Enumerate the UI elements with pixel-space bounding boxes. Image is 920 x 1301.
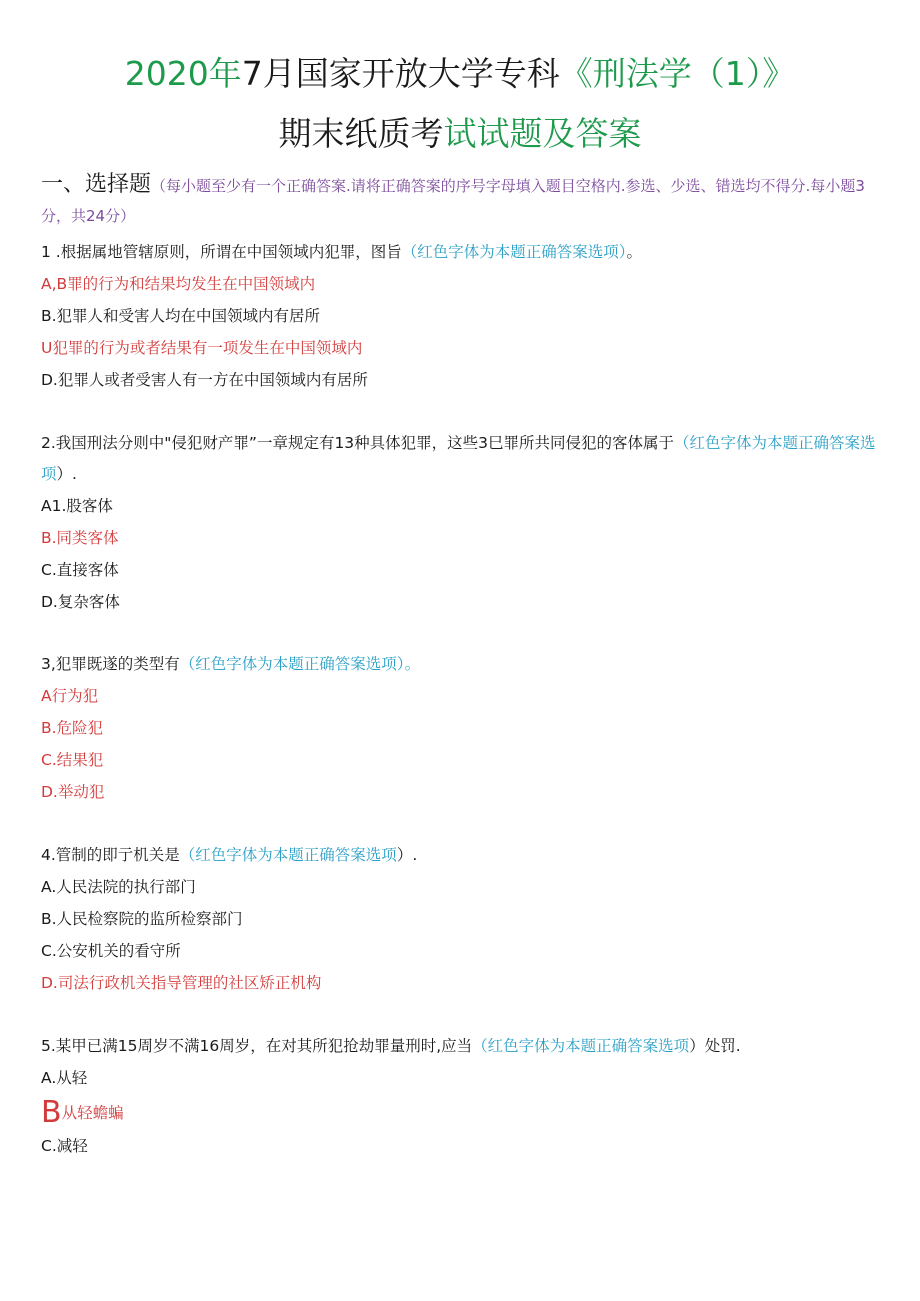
document-title-line2 (0, 112, 920, 156)
question-3-stem: 3,犯罪既遂的类型有（红色字体为本题正确答案选项）。 (41, 655, 421, 673)
answer-hint: （红色字体为本题正确答案选项） (401, 243, 627, 261)
question-3-option-d: D.举动犯 (41, 783, 105, 801)
question-4-option-a: A.人民法院的执行部门 (41, 878, 196, 896)
question-4-option-d: D.司法行政机关指导管理的社区矫正机构 (41, 974, 322, 992)
question-1-option-d: D.犯罪人或者受害人有一方在中国领域内有居所 (41, 371, 368, 389)
question-2-option-d: D.复杂客体 (41, 593, 120, 611)
question-5-stem: 5.某甲已满15周岁不满16周岁，在对其所犯抢劫罪量刑时,应当（红色字体为本题正确答案选项）处罚. (41, 1037, 741, 1055)
answer-hint: （红色字体为本题正确答案选项 (41, 434, 876, 483)
title-exam-type: 期末纸质考 (278, 114, 444, 153)
question-2-option-b: B.同类客体 (41, 529, 119, 547)
question-5-option-c: C.减轻 (41, 1137, 88, 1155)
question-1-option-c: U犯罪的行为或者结果有一项发生在中国领域内 (41, 339, 363, 357)
question-1-option-a: A,B罪的行为和结果均发生在中国领域内 (41, 275, 316, 293)
answer-hint: （红色字体为本题正确答案选项 (472, 1037, 690, 1055)
document-title-line1 (0, 52, 920, 96)
question-4-stem: 4.管制的即亍机关是（红色字体为本题正确答案选项）. (41, 846, 418, 864)
question-3-option-b: B.危险犯 (41, 719, 104, 737)
question-3-option-c: C.结果犯 (41, 751, 104, 769)
title-course: 《刑法学（1）》 (559, 54, 796, 93)
question-1-option-b: B.犯罪人和受害人均在中国领域内有居所 (41, 307, 321, 325)
answer-hint: （红色字体为本题正确答案选项） (179, 655, 405, 673)
title-exam-info: 7月国家开放大学专科 (241, 54, 560, 93)
section-heading: 一、选择题 (41, 172, 152, 197)
title-year: 2020年 (124, 54, 242, 93)
question-4-option-b: B.人民检察院的监所检察部门 (41, 910, 243, 928)
section-instructions: （每小题至少有一个正确答案.请将正确答案的序号字母填入题目空格内.参选、少选、错选均不得分.每小题3分，共24分） (41, 177, 865, 225)
question-2-option-c: C.直接客体 (41, 561, 119, 579)
question-5-option-a: A.从轻 (41, 1069, 88, 1087)
title-answers: 试试题及答案 (443, 114, 642, 153)
question-1-stem: 1 .根据属地管辖原则，所谓在中国领域内犯罪，图旨（红色字体为本题正确答案选项）。 (41, 243, 642, 261)
question-5-option-b: B从轻蟾蝙 (41, 1095, 124, 1130)
answer-hint: （红色字体为本题正确答案选项 (179, 846, 397, 864)
question-2-stem: 2.我国刑法分则中"侵犯财产罪”一章规定有13种具体犯罪，这些3巳罪所共同侵犯的客体属于（红色字体为本题正确答案选项）. (41, 434, 876, 483)
question-4-option-c: C.公安机关的看守所 (41, 942, 181, 960)
question-2-option-a: A1.股客体 (41, 497, 113, 515)
section-header (41, 170, 891, 231)
question-3-option-a: A行为犯 (41, 687, 99, 705)
